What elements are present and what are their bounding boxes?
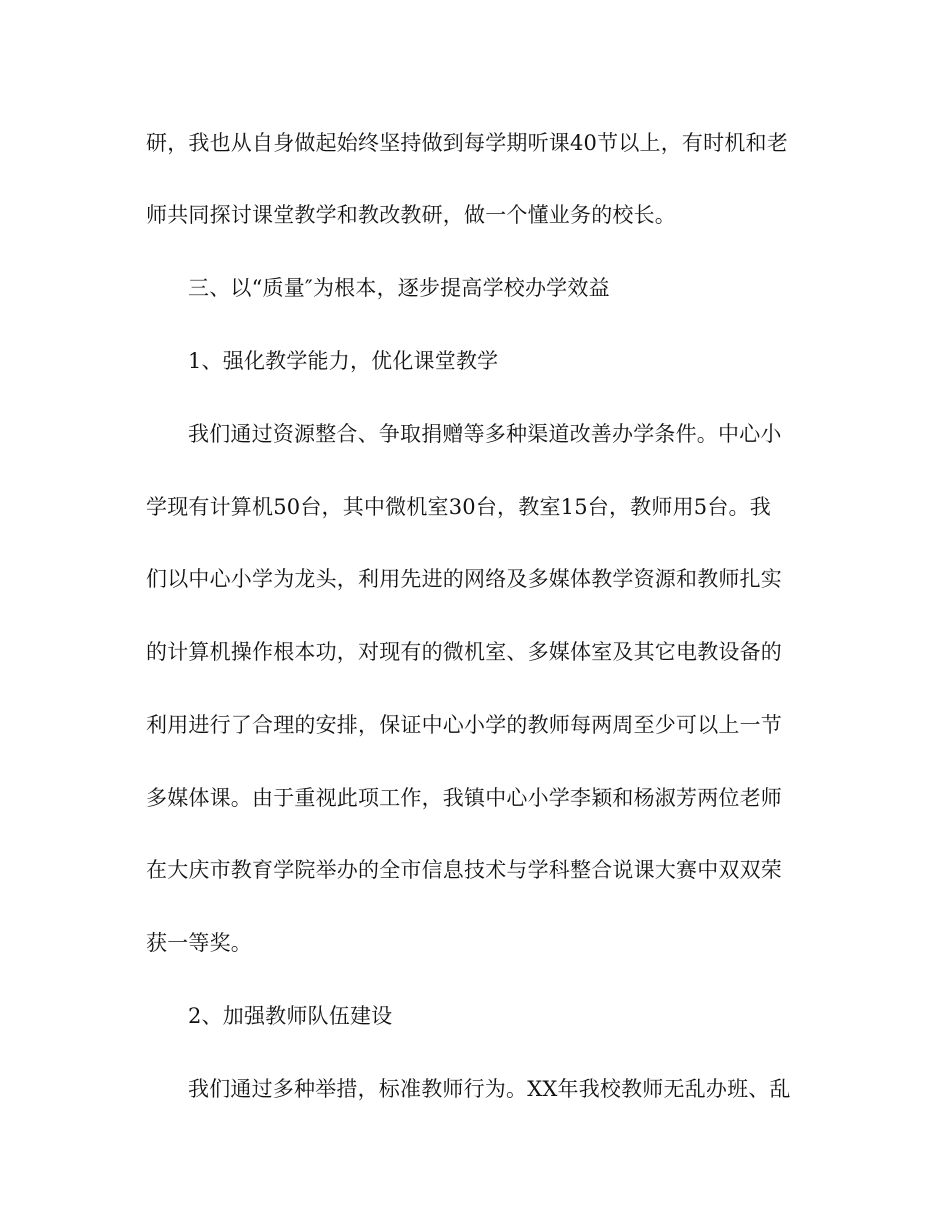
subsection-heading: 1、强化教学能力，优化课堂教学 xyxy=(188,349,499,373)
paragraph-line: 师共同探讨课堂教学和教改教研，做一个懂业务的校长。 xyxy=(146,203,676,227)
paragraph-line: 利用进行了合理的安排，保证中心小学的教师每两周至少可以上一节 xyxy=(146,713,782,737)
paragraph-line: 我们通过资源整合、争取捐赠等多种渠道改善办学条件。中心小 xyxy=(188,422,782,446)
paragraph-line: 在大庆市教育学院举办的全市信息技术与学科整合说课大赛中双双荣 xyxy=(146,858,782,882)
paragraph-line: 我们通过多种举措，标准教师行为。XX年我校教师无乱办班、乱 xyxy=(188,1077,791,1101)
subsection-heading: 2、加强教师队伍建设 xyxy=(188,1004,393,1028)
paragraph-line: 学现有计算机50台，其中微机室30台，教室15台，教师用5台。我 xyxy=(146,495,771,519)
paragraph-line: 研，我也从自身做起始终坚持做到每学期听课40节以上，有时机和老 xyxy=(146,131,788,155)
paragraph-line: 们以中心小学为龙头，利用先进的网络及多媒体教学资源和教师扎实 xyxy=(146,567,782,591)
paragraph-line: 获一等奖。 xyxy=(146,931,252,955)
section-heading: 三、以“质量″为根本，逐步提高学校办学效益 xyxy=(188,276,610,300)
paragraph-line: 多媒体课。由于重视此项工作，我镇中心小学李颖和杨淑芳两位老师 xyxy=(146,786,782,810)
paragraph-line: 的计算机操作根本功，对现有的微机室、多媒体室及其它电教设备的 xyxy=(146,640,782,664)
